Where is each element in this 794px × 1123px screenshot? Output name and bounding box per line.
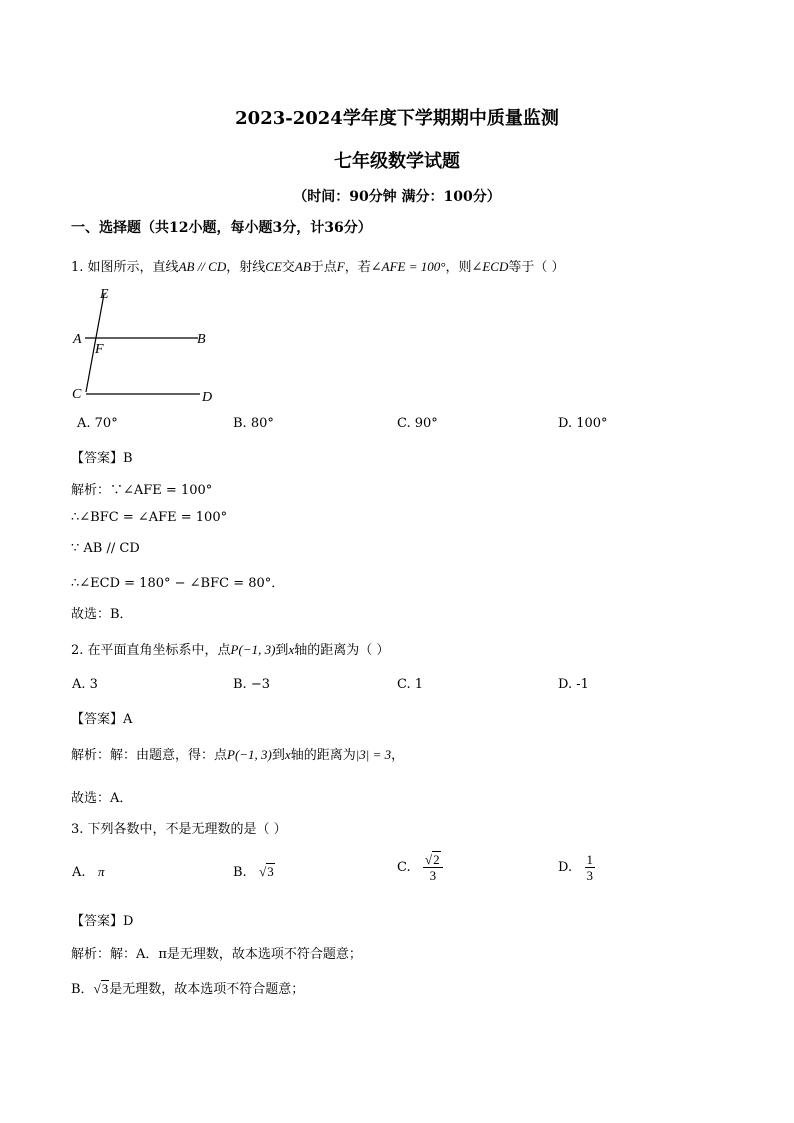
q1-answer: 【答案】B — [71, 451, 133, 466]
q1-math: AB — [294, 259, 311, 274]
q2-sol-math: |3| = 3 — [355, 747, 392, 762]
question-1 — [71, 256, 565, 275]
radicand: 2 — [433, 852, 440, 867]
q3-sol-text: B． — [71, 982, 94, 997]
label-e: E — [100, 287, 109, 302]
q2-option-b: B. −3 — [233, 677, 270, 692]
q1-option-a: A. 70° — [77, 416, 118, 431]
q1-text: 如图所示，直线 — [87, 260, 179, 275]
q1-text: 交 — [281, 260, 295, 275]
numerator: √2 — [423, 852, 443, 868]
q1-option-d: D. 100° — [558, 416, 608, 431]
exam-title: 2023-2024学年度下学期期中质量监测 — [235, 108, 559, 129]
q3-option-value: π — [97, 864, 105, 879]
q3-option-label: C. — [397, 860, 411, 875]
fraction-sqrt2-over-3 — [423, 852, 443, 883]
q1-solution-4: ∴∠ECD = 180° − ∠BFC = 80°． — [71, 576, 285, 591]
q1-math: F — [336, 259, 345, 274]
label-d: D — [202, 390, 213, 405]
q1-text: ，则 — [445, 260, 472, 275]
q1-solution-5: 故选：B． — [71, 607, 133, 622]
label-b: B — [197, 332, 206, 347]
q2-math: x — [288, 642, 295, 657]
q1-number: 1. — [71, 260, 84, 275]
q3-solution-2 — [71, 978, 304, 997]
q1-option-c: C. 90° — [397, 416, 438, 431]
label-f: F — [95, 342, 104, 357]
q3-option-label: A. — [72, 865, 86, 880]
q1-figure — [70, 284, 230, 406]
q2-sol-text: 解析：解：由题意，得：点 — [71, 748, 228, 763]
q2-option-c: C. 1 — [397, 677, 424, 692]
exam-subtitle: 七年级数学试题 — [334, 151, 460, 172]
q1-option-b: B. 80° — [233, 416, 274, 431]
q2-solution-1 — [71, 744, 404, 763]
label-c: C — [72, 387, 82, 402]
q2-sol-math: P(−1, 3) — [227, 747, 272, 762]
q2-solution-2: 故选：A． — [71, 791, 133, 806]
q3-option-c — [397, 852, 443, 883]
q2-option-d: D. -1 — [558, 677, 589, 692]
fraction-1-over-3 — [585, 852, 596, 883]
denominator: 3 — [586, 868, 593, 883]
q2-text: 轴的距离为（ ） — [294, 643, 390, 658]
q1-math: CE — [265, 259, 282, 274]
q2-sol-text: 轴的距离为 — [290, 748, 356, 763]
q3-option-label: D. — [558, 860, 573, 875]
exam-info: （时间：90分钟 满分：100分） — [293, 189, 501, 205]
q2-sol-text: ， — [391, 748, 405, 763]
sqrt-3: √3 — [259, 864, 274, 879]
q3-option-d — [558, 852, 595, 883]
section-title: 一、选择题（共12小题，每小题3分，计36分） — [71, 220, 372, 236]
question-3: 3. 下列各数中，不是无理数的是（ ） — [71, 822, 287, 837]
radicand: 3 — [101, 981, 109, 996]
q2-math: P(−1, 3) — [230, 642, 276, 657]
radicand: 3 — [267, 864, 274, 879]
q2-answer: 【答案】A — [71, 712, 133, 727]
q1-solution-2: ∴∠BFC = ∠AFE = 100° — [71, 510, 228, 525]
q1-text: 等于（ ） — [508, 260, 565, 275]
q3-sol-text: 是无理数，故本选项不符合题意； — [109, 982, 305, 997]
q1-math: AB // CD — [178, 259, 227, 274]
q1-math: ∠AFE = 100° — [370, 259, 446, 274]
q2-option-a: A. 3 — [72, 677, 98, 692]
q1-solution-3: ∵ AB // CD — [71, 541, 140, 556]
q3-solution-1: 解析：解：A．π是无理数，故本选项不符合题意； — [71, 947, 362, 962]
q1-text: 于点 — [310, 260, 337, 275]
q3-option-label: B. — [233, 865, 247, 880]
question-2 — [71, 639, 389, 658]
label-a: A — [73, 332, 82, 347]
q1-math: ∠ECD — [471, 259, 509, 274]
q3-option-b — [233, 864, 275, 880]
q1-solution-1: 解析：∵∠AFE = 100° — [71, 483, 213, 498]
q1-text: ，射线 — [226, 260, 266, 275]
q1-text: ，若 — [344, 260, 371, 275]
numerator: 1 — [586, 852, 593, 867]
q2-sol-math: x — [284, 747, 291, 762]
q2-text: 到 — [275, 643, 289, 658]
q2-sol-text: 到 — [271, 748, 285, 763]
denominator: 3 — [429, 868, 437, 883]
q2-text: 2. 在平面直角坐标系中，点 — [71, 643, 231, 658]
q3-option-a — [72, 864, 104, 880]
sqrt-3: √3 — [93, 981, 109, 996]
q3-answer: 【答案】D — [71, 914, 134, 929]
